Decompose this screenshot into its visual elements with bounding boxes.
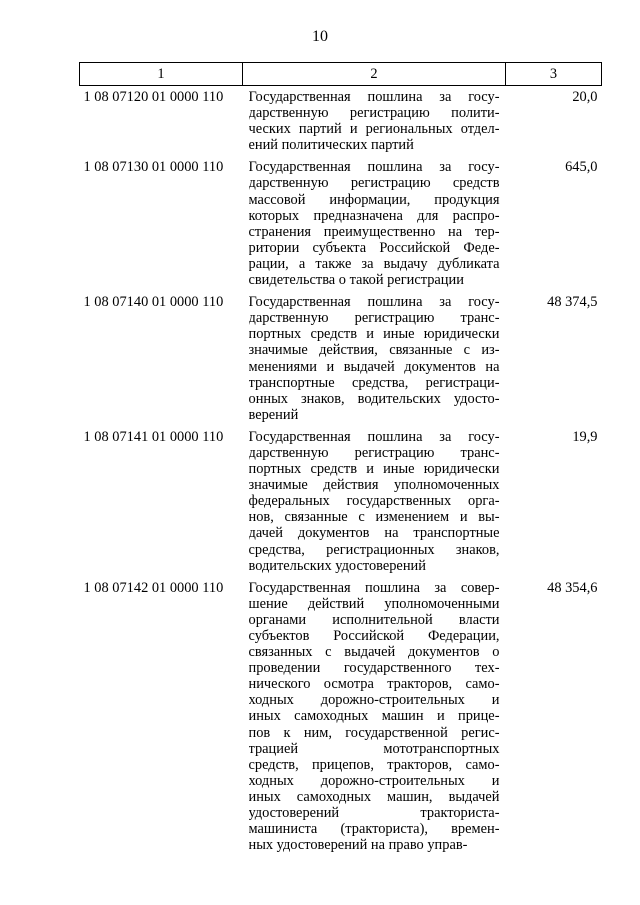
description-line: ческих партий и региональных отдел- bbox=[248, 121, 500, 138]
amount-cell: 19,9 bbox=[572, 428, 598, 445]
table-row bbox=[80, 86, 602, 157]
description-line: иных самоходных машин, выдачей bbox=[248, 788, 500, 805]
description-line: средства, регистрационных знаков, bbox=[248, 541, 500, 558]
header-col-2: 2 bbox=[243, 63, 506, 86]
description-cell bbox=[243, 291, 506, 426]
description-line: портных средств и иные юридически bbox=[248, 326, 500, 343]
description-cell bbox=[243, 86, 506, 157]
description-line: рации, а также за выдачу дубликата bbox=[248, 255, 500, 272]
description-line: свидетельства о такой регистрации bbox=[248, 272, 464, 289]
budget-code-cell: 1 08 07140 01 0000 110 bbox=[83, 294, 224, 311]
amount-cell: 48 374,5 bbox=[547, 294, 598, 311]
budget-codes-table bbox=[79, 62, 602, 856]
table-row bbox=[80, 577, 602, 857]
description-cell bbox=[243, 156, 506, 291]
description-line: водительских удостоверений bbox=[248, 557, 426, 574]
description-line: Государственная пошлина за госу- bbox=[248, 89, 500, 105]
table-row bbox=[80, 426, 602, 577]
description-line: Государственная пошлина за госу- bbox=[248, 428, 500, 445]
description-line: средств, прицепов, тракторов, само- bbox=[248, 756, 500, 773]
description-cell bbox=[243, 426, 506, 577]
table-row bbox=[80, 291, 602, 426]
description-line: связанных с выдачей документов о bbox=[248, 644, 500, 661]
description-line: менениями и выдачей документов на bbox=[248, 358, 500, 375]
description-line: ений политических партий bbox=[248, 137, 414, 154]
description-line: дарственную регистрацию средств bbox=[248, 175, 500, 192]
description-cell bbox=[243, 577, 506, 857]
description-line: Государственная пошлина за госу- bbox=[248, 159, 500, 176]
description-line: трацией мототранспортных bbox=[248, 740, 500, 757]
amount-cell: 48 354,6 bbox=[547, 579, 598, 596]
description-line: транспортные средства, регистраци- bbox=[248, 374, 500, 391]
description-line: иных самоходных машин и прице- bbox=[248, 708, 500, 725]
description-line: федеральных государственных орга- bbox=[248, 493, 500, 510]
description-line: значимые действия уполномоченных bbox=[248, 477, 500, 494]
header-col-3: 3 bbox=[506, 63, 602, 86]
page-number: 10 bbox=[312, 28, 328, 45]
description-line: органами исполнительной власти bbox=[248, 611, 500, 628]
description-line: которых предназначена для распро- bbox=[248, 207, 500, 224]
description-line: значимые действия, связанные с из- bbox=[248, 342, 500, 359]
description-line: странения преимущественно на тер- bbox=[248, 223, 500, 240]
description-line: ных удостоверений на право управ- bbox=[248, 837, 468, 854]
description-line: проведении государственного тех- bbox=[248, 660, 500, 677]
budget-code-cell: 1 08 07130 01 0000 110 bbox=[83, 159, 224, 176]
description-line: портных средств и иные юридически bbox=[248, 461, 500, 478]
budget-code-cell: 1 08 07141 01 0000 110 bbox=[83, 428, 224, 445]
description-line: ходных дорожно-строительных и bbox=[248, 692, 500, 709]
description-line: онных знаков, водительских удосто- bbox=[248, 390, 500, 407]
description-line: ходных дорожно-строительных и bbox=[248, 772, 500, 789]
description-line: пов к ним, государственной регис- bbox=[248, 724, 500, 741]
amount-cell: 645,0 bbox=[565, 159, 598, 176]
description-line: нического осмотра тракторов, само- bbox=[248, 676, 500, 693]
description-line: верений bbox=[248, 406, 299, 423]
description-line: дачей документов на транспортные bbox=[248, 525, 500, 542]
description-line: дарственную регистрацию полити- bbox=[248, 105, 500, 122]
description-line: массовой информации, продукция bbox=[248, 191, 500, 208]
header-row bbox=[80, 63, 602, 86]
description-line: Государственная пошлина за совер- bbox=[248, 579, 500, 596]
description-line: машиниста (тракториста), времен- bbox=[248, 821, 500, 838]
description-line: субъектов Российской Федерации, bbox=[248, 628, 500, 644]
description-line: шение действий уполномоченными bbox=[248, 595, 500, 612]
description-line: нов, связанные с изменением и вы- bbox=[248, 509, 500, 526]
description-line: дарственную регистрацию транс- bbox=[248, 444, 500, 461]
table-header bbox=[80, 63, 602, 86]
budget-code-cell: 1 08 07142 01 0000 110 bbox=[83, 579, 224, 596]
header-col-1: 1 bbox=[80, 63, 243, 86]
amount-cell: 20,0 bbox=[572, 89, 598, 105]
table-body bbox=[80, 86, 602, 857]
table-row bbox=[80, 156, 602, 291]
description-line: удостоверений тракториста- bbox=[248, 805, 500, 822]
description-line: Государственная пошлина за госу- bbox=[248, 294, 500, 311]
description-line: ритории субъекта Российской Феде- bbox=[248, 239, 500, 256]
description-line: дарственную регистрацию транс- bbox=[248, 310, 500, 327]
budget-code-cell: 1 08 07120 01 0000 110 bbox=[83, 89, 224, 105]
